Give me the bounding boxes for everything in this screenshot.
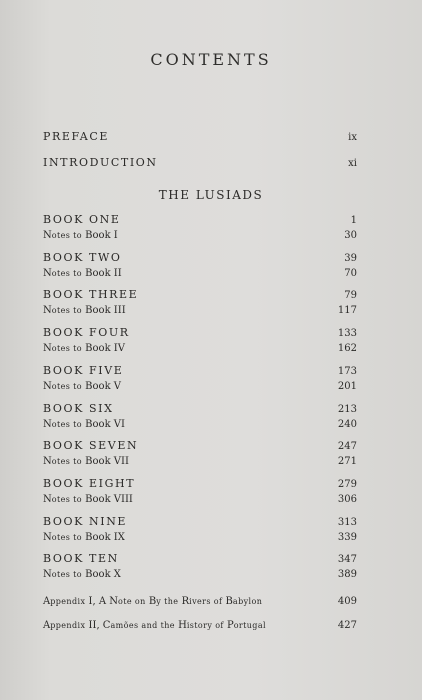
entry-page: 201 [337,380,357,392]
page-title: CONTENTS [150,50,272,69]
toc-entry-notes [43,419,357,435]
toc-entry-book [43,213,357,229]
entry-page: 279 [337,478,357,490]
toc-entry-notes [43,268,357,284]
entry-label: Notes to Book IV [43,343,125,355]
toc-entry-book [43,288,357,304]
entry-page: 389 [337,569,357,581]
entry-label: BOOK FOUR [43,326,130,340]
toc-entry-book [43,326,357,342]
toc-entry-book [43,402,357,418]
entry-page: 271 [337,456,357,468]
entry-page: 339 [337,531,357,543]
entry-label: BOOK NINE [43,514,128,528]
entry-page: 39 [344,252,357,264]
entry-label: BOOK ONE [43,213,121,226]
toc-entry-preface [43,130,357,146]
toc-entry-notes [43,456,357,472]
toc-entry-notes [43,343,357,359]
entry-page: 1 [350,215,357,226]
entry-label: Notes to Book VII [43,456,129,468]
toc-entry-notes [43,305,357,321]
entry-label: Notes to Book X [43,569,121,581]
toc-entry-notes [43,532,357,548]
entry-label: Notes to Book II [43,267,122,279]
entry-label: BOOK EIGHT [43,476,136,490]
entry-page: 133 [337,328,357,340]
toc-entry-notes [43,381,357,397]
entry-page: 79 [344,290,357,302]
toc-entry-appendix-1 [43,596,357,612]
entry-label: BOOK SEVEN [43,439,139,453]
toc-entry-notes [43,494,357,510]
toc-entry-book [43,439,357,455]
entry-page: 313 [337,516,357,528]
entry-page: 70 [344,267,357,279]
entry-page: 306 [337,493,357,505]
entry-page: 173 [337,365,357,377]
entry-label: Notes to Book VIII [43,493,133,505]
entry-label: Notes to Book III [43,305,126,317]
entry-label: BOOK FIVE [43,363,124,377]
toc-entry-introduction [43,156,357,172]
entry-page: 409 [337,596,357,607]
entry-page: 213 [337,403,357,415]
entry-label: PREFACE [43,130,109,143]
entry-page: 117 [337,305,357,317]
toc-entry-notes [43,230,357,246]
toc-entry-book [43,477,357,493]
entry-label: Appendix I, A Note on By the Rivers of Babylon [43,596,263,607]
toc-entry-book [43,251,357,267]
entry-label: BOOK TEN [43,552,119,566]
entry-label: Appendix II, Camões and the History of Portugal [43,620,266,631]
entry-page: 30 [344,230,357,241]
entry-page: 247 [337,441,357,453]
entry-page: 427 [337,620,357,631]
toc-entry-notes [43,569,357,585]
entry-page: 162 [337,343,357,355]
entry-page: 347 [337,554,357,566]
entry-label: Notes to Book V [43,380,122,392]
entry-label: Notes to Book VI [43,418,125,430]
entry-page: ix [348,132,357,143]
entry-label: BOOK THREE [43,288,139,302]
entry-label: BOOK TWO [43,250,122,264]
entry-page: 240 [337,418,357,430]
entry-label: Notes to Book I [43,230,118,241]
toc-entry-appendix-2 [43,620,357,636]
section-title: THE LUSIADS [158,188,264,202]
entry-label: BOOK SIX [43,401,114,415]
toc-entry-book [43,515,357,531]
entry-label: Notes to Book IX [43,531,125,543]
entry-label: INTRODUCTION [43,156,158,169]
entry-page: xi [348,158,357,169]
toc-entry-book [43,552,357,568]
toc-entry-book [43,364,357,380]
